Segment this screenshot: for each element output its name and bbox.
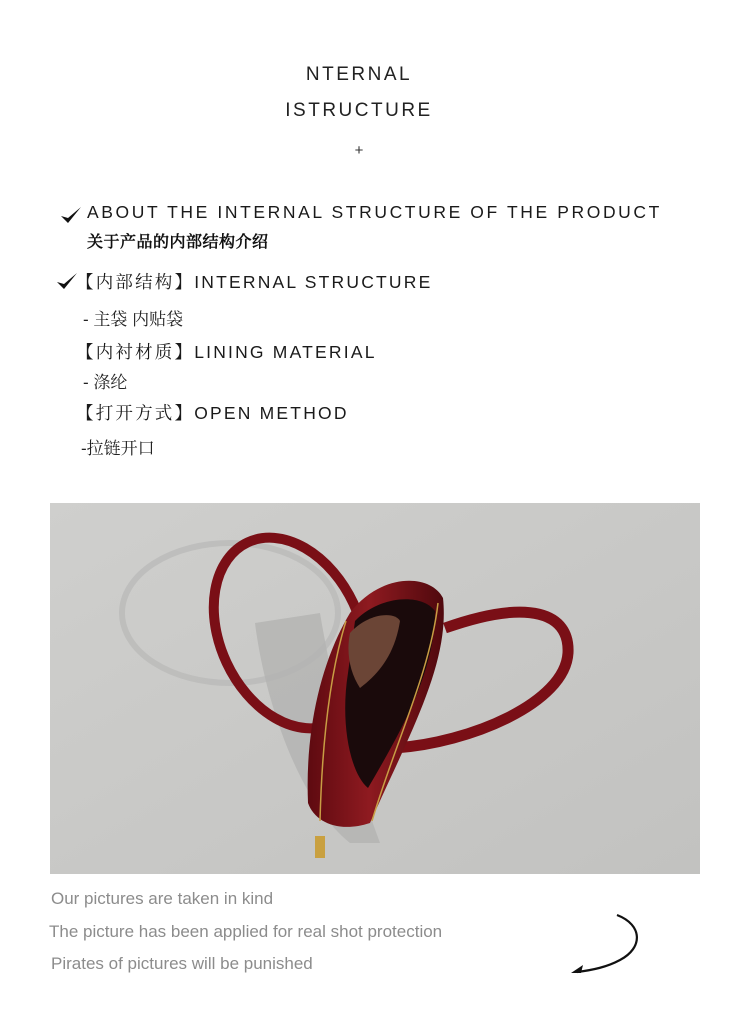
handbag-illustration: [50, 503, 700, 874]
caption-line: The picture has been applied for real shot protection: [49, 922, 443, 941]
product-photo: [50, 503, 700, 874]
section-heading-internal-structure: 【内部结构】INTERNAL STRUCTURE: [76, 272, 433, 292]
caption-line: Pirates of pictures will be punished: [51, 954, 313, 973]
curved-arrow-icon: [565, 910, 645, 980]
section-detail-lining-material: - 涤纶: [83, 373, 128, 392]
about-heading-en: ABOUT THE INTERNAL STRUCTURE OF THE PRODUCT: [87, 202, 662, 222]
caption-line: Our pictures are taken in kind: [51, 889, 274, 908]
page-title-line2: ISTRUCTURE: [285, 100, 433, 121]
about-heading-cn: 关于产品的内部结构介绍: [87, 234, 269, 251]
plus-divider: +: [354, 142, 364, 159]
section-heading-open-method: 【打开方式】OPEN METHOD: [76, 403, 349, 423]
page-title-line1: NTERNAL: [305, 64, 413, 85]
section-detail-internal-structure: - 主袋 内贴袋: [83, 310, 184, 329]
section-heading-lining-material: 【内衬材质】LINING MATERIAL: [76, 342, 377, 362]
checkmark-icon: [60, 205, 82, 225]
checkmark-icon: [56, 271, 78, 291]
section-detail-open-method: -拉链开口: [81, 439, 155, 458]
